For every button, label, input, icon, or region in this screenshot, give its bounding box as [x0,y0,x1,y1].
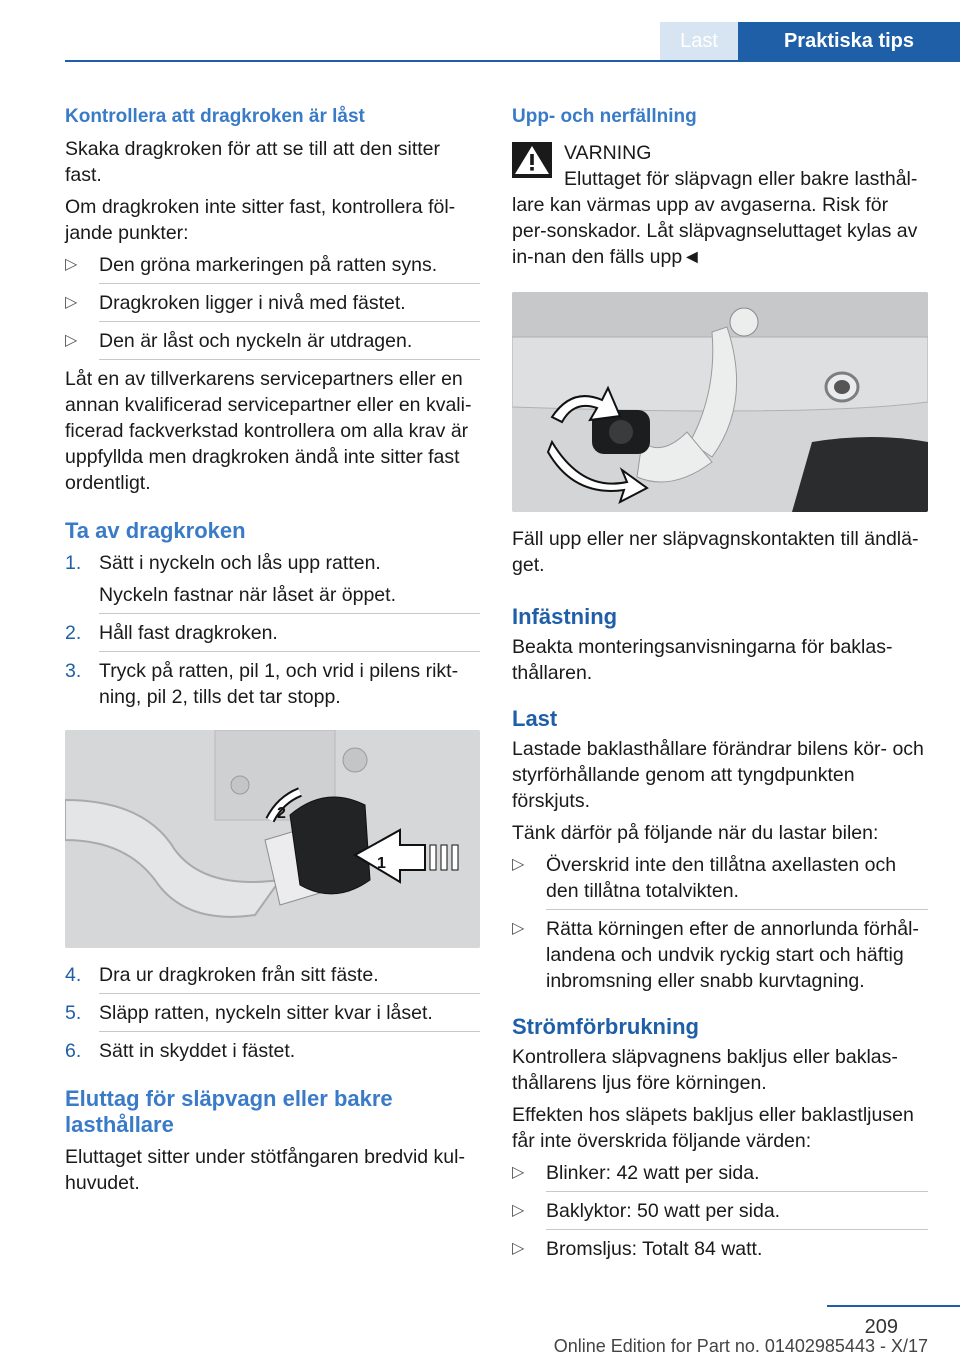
tow-hook-drawing [65,730,480,948]
step-number: 1. [65,552,82,574]
trailer-socket-drawing [512,292,928,512]
edition-footer: Online Edition for Part no. 01402985443 - X/17 [553,1336,928,1356]
divider [546,909,928,910]
power-paragraph-2: Effekten hos släpets bakljus eller baklastljusen får inte överskrida följande värden: [512,1104,914,1152]
divider [99,359,480,360]
warning-text [512,166,928,270]
tow-hook-removal-illustration [65,730,480,948]
socket-title: Eluttag för släpvagn eller bakre lasthållare [65,1086,393,1137]
power-title: Strömförbrukning [512,1014,699,1039]
list-item: ▷ Den gröna markeringen på ratten syns. [65,252,480,278]
remove-title: Ta av dragkroken [65,518,246,543]
step-text: Släpp ratten, nyckeln sitter kvar i låset. [99,1002,433,1024]
tab-praktiska-tips[interactable]: Praktiska tips [738,22,960,60]
check-paragraph-3: Låt en av tillverkarens servicepartners eller en annan kvalificerad servicepartner eller en kvali-ficerad fackverkstad kontrollera om alla krav är uppfyllda men dragkroken ändå inte sitter fast ordentligt. [65,368,472,494]
figure-label-1: 1 [377,855,386,872]
check-paragraph-2: Om dragkroken inte sitter fast, kontrollera föl-jande punkter: [65,196,456,244]
mount-paragraph: Beakta monteringsanvisningarna för baklas-thållaren. [512,636,893,684]
load-paragraph-2: Tänk därför på följande när du lastar bilen: [512,822,879,844]
divider [99,1031,480,1032]
power-paragraph-1: Kontrollera släpvagnens bakljus eller baklas-thållarens ljus före körningen. [512,1046,898,1094]
step-item [65,1038,480,1064]
step-text: Sätt i nyckeln och lås upp ratten. [99,552,381,574]
divider [99,321,480,322]
warning-triangle-icon [512,142,552,178]
step-number: 5. [65,1002,82,1024]
list-item: ▷ Bromsljus: Totalt 84 watt. [512,1236,928,1262]
step-text: Tryck på ratten, pil 1, och vrid i pilens rikt-ning, pil 2, tills det tar stopp. [99,660,459,708]
warning-label: VARNING [564,142,652,164]
check-paragraph-1: Skaka dragkroken för att se till att den sitter fast. [65,138,441,186]
list-item: ▷ Den är låst och nyckeln är utdragen. [65,328,480,354]
mount-title: Infästning [512,604,618,629]
step-item [65,658,480,710]
warning-text-content: Eluttaget för släpvagn eller bakre lasthål-lare kan värmas upp av avgaserna. Risk för per-sonskador. Låt släpvagnseluttaget kylas av in-nan den fälls upp◄ [512,168,918,268]
check-title: Kontrollera att dragkroken är låst [65,106,365,127]
step-number: 3. [65,660,82,682]
load-paragraph-1: Lastade baklasthållare förändrar bilens kör- och styrförhållande genom att tyngdpunkten förskjuts. [512,738,924,812]
step-item [65,620,480,646]
step-text: Dra ur dragkroken från sitt fäste. [99,964,379,986]
warning-block [512,140,928,166]
divider [99,613,480,614]
footer-rule [827,1305,960,1307]
step-item [65,550,480,608]
step-item [65,962,480,988]
step-text: Sätt in skyddet i fästet. [99,1040,296,1062]
trailer-socket-illustration [512,292,928,512]
load-title: Last [512,706,558,731]
figure-label-2: 2 [277,805,286,822]
left-column [65,100,480,1196]
step-number: 6. [65,1040,82,1062]
divider [546,1191,928,1192]
list-item: ▷ Baklyktor: 50 watt per sida. [512,1198,928,1224]
step-number: 2. [65,622,82,644]
divider [99,651,480,652]
list-item: ▷ Rätta körningen efter de annorlunda förhål-landena och undvik ryckig start och häftig inbromsning eller snabb kurvtagning. [512,916,928,994]
step-subtext: Nyckeln fastnar när låset är öppet. [99,584,396,606]
list-item: ▷ Blinker: 42 watt per sida. [512,1160,928,1186]
divider [546,1229,928,1230]
list-item: ▷ Dragkroken ligger i nivå med fästet. [65,290,480,316]
divider [99,993,480,994]
socket-paragraph: Eluttaget sitter under stötfångaren bredvid kul-huvudet. [65,1146,465,1194]
fold-paragraph: Fäll upp eller ner släpvagnskontakten till ändlä-get. [512,528,919,576]
step-number: 4. [65,964,82,986]
right-column [512,100,928,1262]
tab-last[interactable]: Last [660,22,738,60]
page-number: 209 [864,1316,898,1338]
step-item [65,1000,480,1026]
fold-title: Upp- och nerfällning [512,106,697,127]
divider [99,283,480,284]
list-item: ▷ Överskrid inte den tillåtna axellasten och den tillåtna totalvikten. [512,852,928,904]
step-text: Håll fast dragkroken. [99,622,278,644]
header-rule [65,60,960,62]
